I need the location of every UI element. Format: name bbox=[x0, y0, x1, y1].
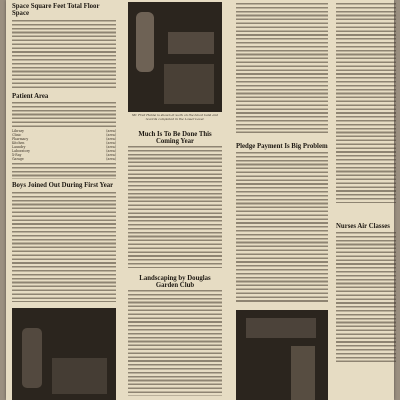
article-headline-space: Space Square Feet Total Floor Space bbox=[12, 3, 100, 18]
article-headline-boys-joined: Boys Joined Out During First Year bbox=[12, 182, 114, 190]
stats-row: Clinic (area) bbox=[12, 133, 116, 138]
article-headline-pledge: Pledge Payment Is Big Problem bbox=[236, 143, 328, 150]
column-1 bbox=[12, 0, 116, 302]
article-body-landscaping bbox=[128, 290, 222, 396]
article-headline-landscaping: Landscaping by Douglas Garden Club bbox=[139, 275, 211, 290]
photo-landscaping bbox=[12, 308, 116, 400]
photo-worker bbox=[128, 2, 222, 112]
article-body-continued bbox=[12, 163, 116, 179]
article-body-patient-area bbox=[12, 102, 116, 128]
article-body-space bbox=[12, 20, 116, 90]
column-3 bbox=[236, 0, 328, 302]
article-body-top bbox=[236, 3, 328, 133]
article-headline-patient-area: Patient Area bbox=[12, 92, 49, 100]
photo-interior bbox=[236, 310, 328, 400]
stats-row: Library (area) bbox=[12, 129, 116, 134]
column-4 bbox=[336, 0, 396, 362]
stats-row: Laboratory (area) bbox=[12, 149, 116, 154]
article-body-right bbox=[336, 3, 396, 203]
article-headline-much-to-be-done: Much Is To Be Done This Coming Year bbox=[138, 131, 212, 146]
stats-row: Laundry (area) bbox=[12, 145, 116, 150]
article-body-pledge bbox=[236, 152, 328, 302]
article-body-nurses bbox=[336, 232, 396, 362]
stats-row: Kitchen (area) bbox=[12, 141, 116, 146]
newspaper-page bbox=[6, 0, 394, 400]
area-stats-table bbox=[12, 129, 116, 161]
article-headline-nurses: Nurses Air Classes bbox=[336, 223, 390, 230]
stats-row: Garage (area) bbox=[12, 157, 116, 162]
article-body-much-to-be-done bbox=[128, 146, 222, 268]
photo-caption: Mr. Fred Hanna is shown at work on the blood bank and records completed in the Lower Level. bbox=[132, 113, 218, 121]
stats-row: Pharmacy (area) bbox=[12, 137, 116, 142]
article-body-boys-joined bbox=[12, 192, 116, 302]
stats-row: X-Ray (area) bbox=[12, 153, 116, 158]
